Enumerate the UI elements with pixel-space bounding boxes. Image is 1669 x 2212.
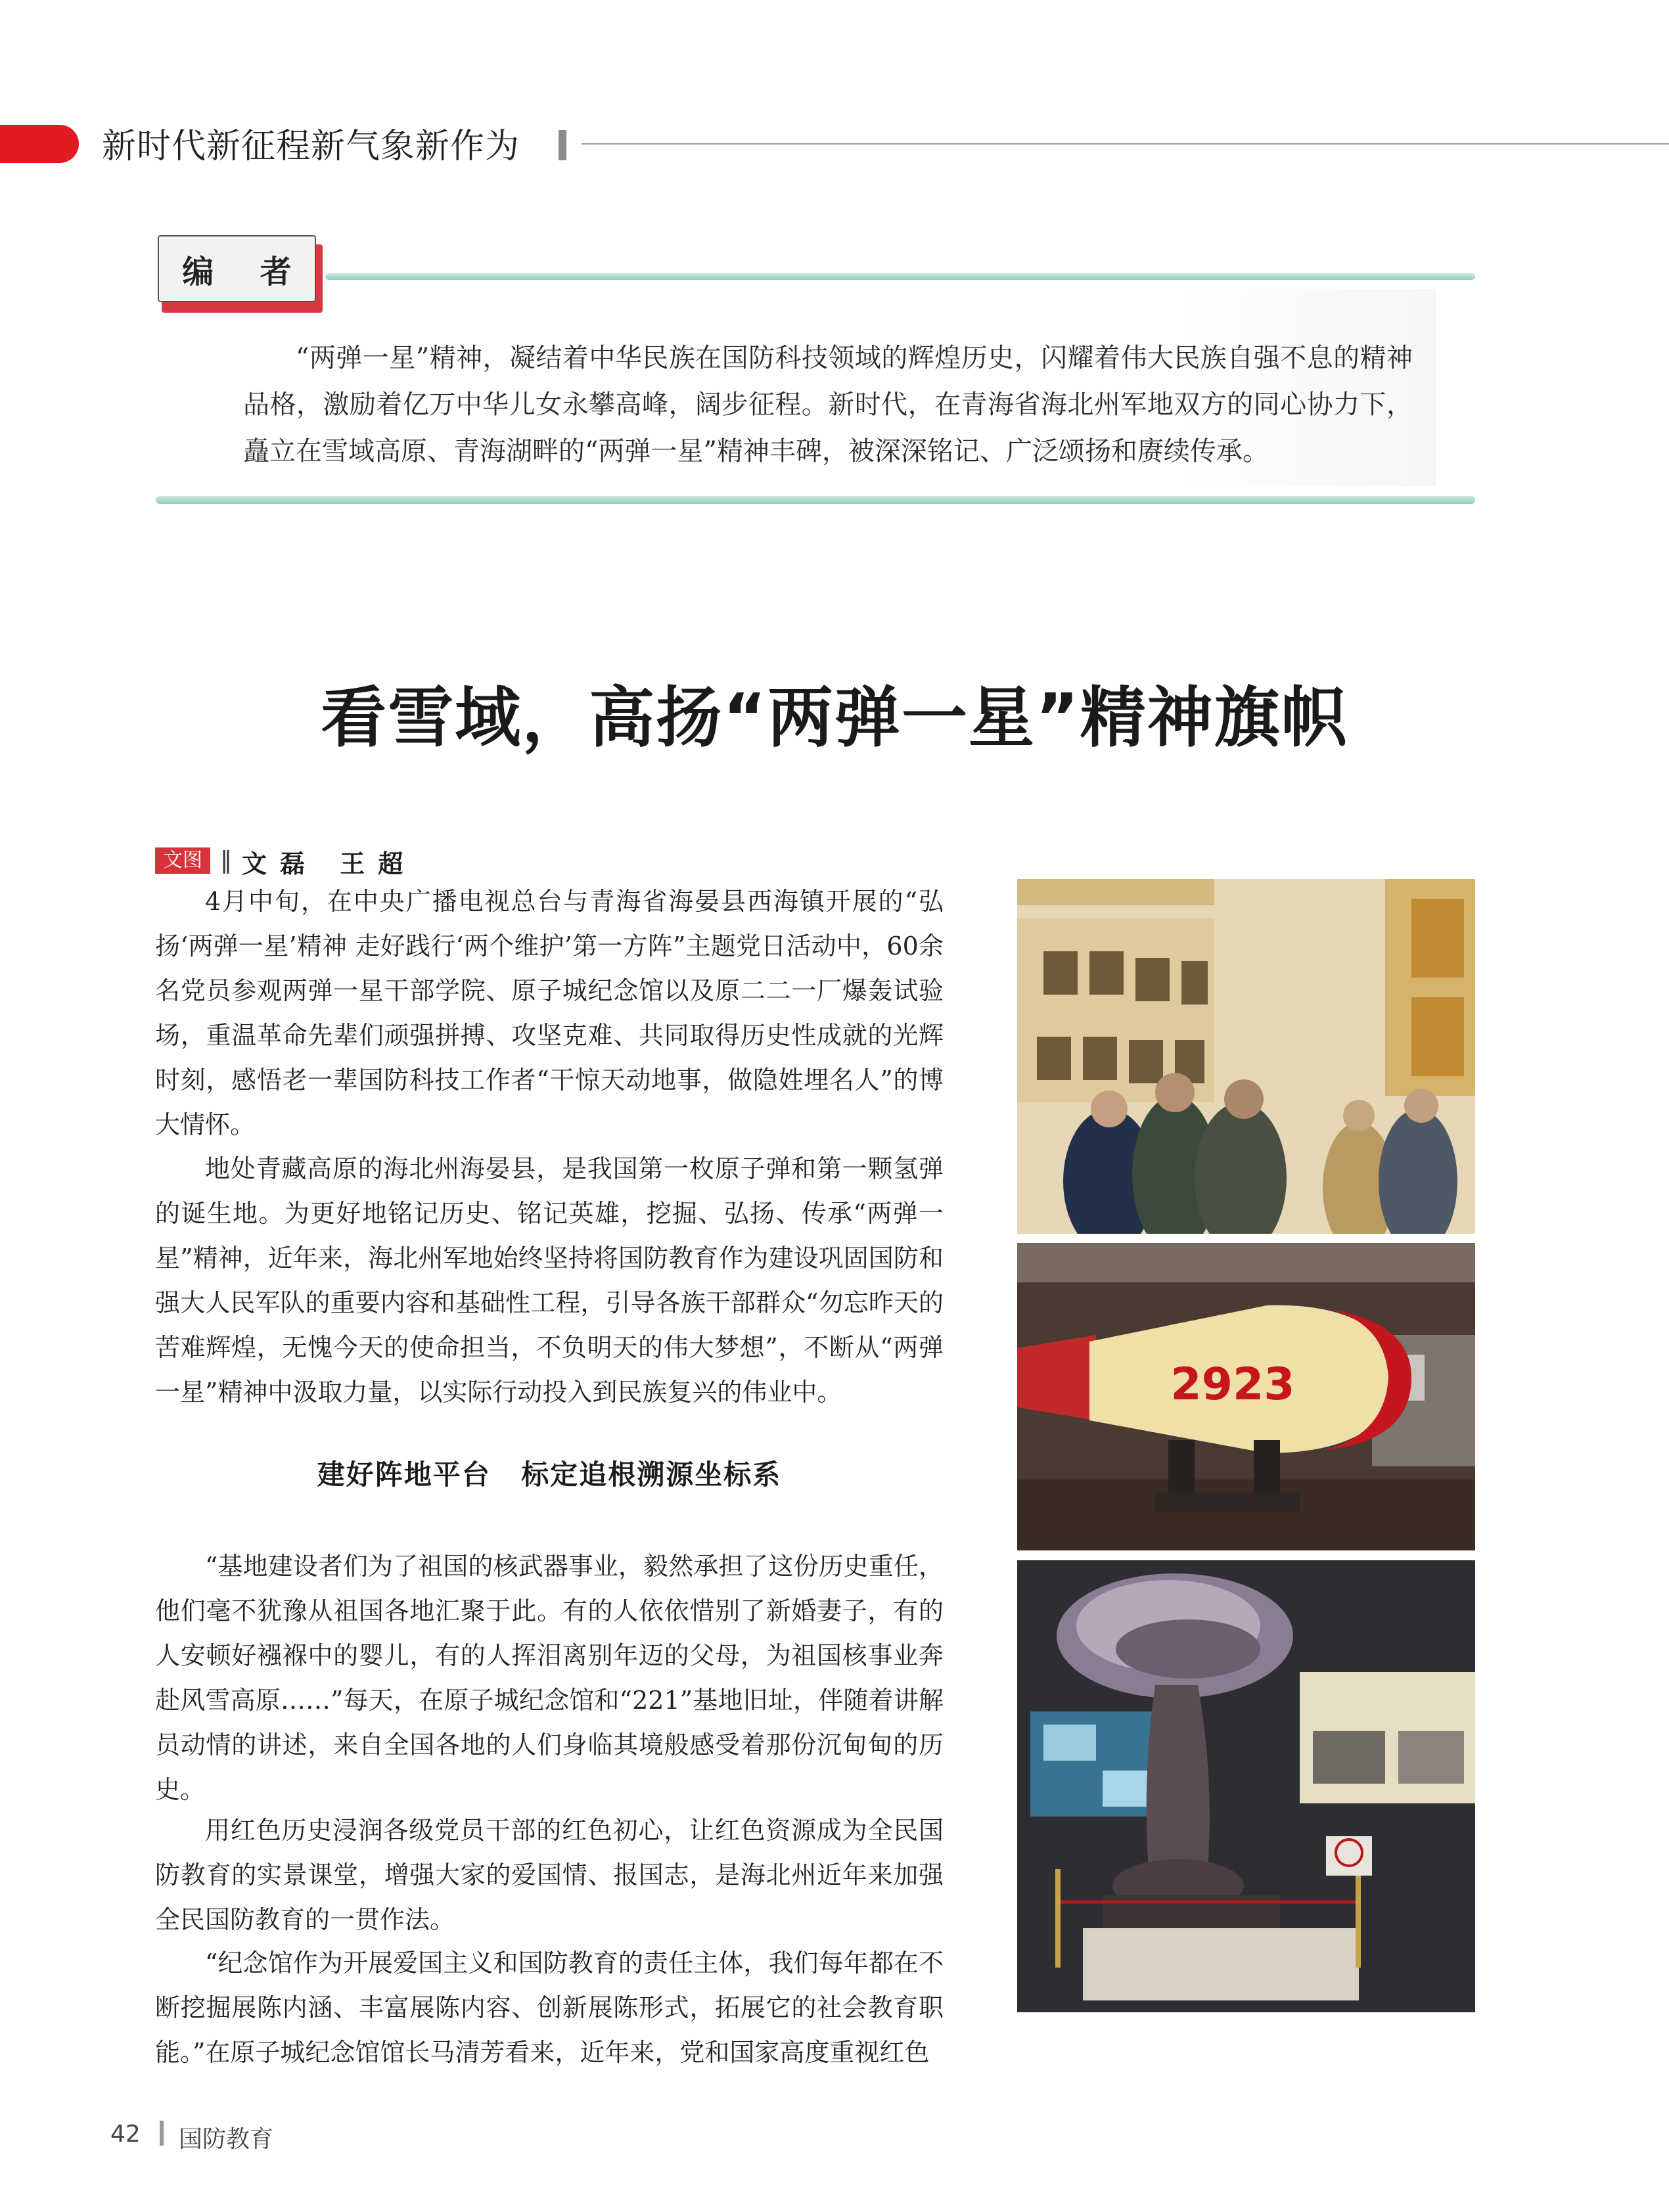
header-rule — [582, 143, 1669, 145]
photo-museum-visitors — [1017, 879, 1475, 1234]
footer-divider — [160, 2121, 164, 2146]
article-title: 看雪域，高扬“两弹一星”精神旗帜 — [321, 679, 1348, 756]
editor-note-tag — [158, 235, 319, 311]
article-paragraph: 用红色历史浸润各级党员干部的红色初心，让红色资源成为全民国防教育的实景课堂，增强大家的爱国情、报国志，是海北州近年来加强全民国防教育的一贯作法。 — [155, 1816, 944, 1934]
bomb-number-label: 2923 — [1170, 1359, 1295, 1411]
header-divider-mark — [559, 130, 566, 160]
byline-authors: 文磊 王超 — [242, 849, 417, 878]
header-red-tab — [0, 125, 79, 163]
bomb-model-illustration — [1017, 1243, 1475, 1550]
editor-note-text: “两弹一星”精神，凝结着中华民族在国防科技领域的辉煌历史，闪耀着伟大民族自强不息的精神品格，激励着亿万中华儿女永攀高峰，阔步征程。新时代，在青海省海北州军地双方的同心协力下，矗立在雪域高原、青海湖畔的“两弹一星”精神丰碑，被深深铭记、广泛颂扬和赓续传承。 — [243, 343, 1413, 466]
article-subheading: 建好阵地平台 标定追根溯源坐标系 — [317, 1458, 782, 1491]
photo-bomb-model — [1017, 1243, 1475, 1550]
editor-tag-char-1: 编 — [182, 253, 214, 290]
museum-visitors-illustration — [1017, 879, 1475, 1234]
photo-mushroom-cloud-sculpture — [1017, 1560, 1475, 2012]
article-paragraph: 地处青藏高原的海北州海晏县，是我国第一枚原子弹和第一颗氢弹的诞生地。为更好地铭记历史、铭记英雄，挖掘、弘扬、传承“两弹一星”精神，近年来，海北州军地始终坚持将国防教育作为建设巩固国防和强大人民军队的重要内容和基础性工程，引导各族干部群众“勿忘昨天的苦难辉煌，无愧今天的使命担当，不负明天的伟大梦想”，不断从“两弹一星”精神中汲取力量，以实际行动投入到民族复兴的伟业中。 — [155, 1154, 944, 1407]
byline-separator: ‖ — [220, 847, 232, 874]
editor-tag-char-2: 者 — [260, 253, 292, 290]
editor-note-top-rule — [325, 273, 1475, 280]
section-title: 新时代新征程新气象新作为 — [102, 127, 520, 166]
byline-tag: 文图 — [155, 847, 210, 874]
mushroom-cloud-illustration — [1017, 1560, 1475, 2012]
magazine-name: 国防教育 — [179, 2126, 274, 2153]
editor-note-bottom-rule — [156, 496, 1475, 504]
article-paragraph: “基地建设者们为了祖国的核武器事业，毅然承担了这份历史重任，他们毫不犹豫从祖国各地汇聚于此。有的人依依惜别了新婚妻子，有的人安顿好襁褓中的婴儿，有的人挥泪离别年迈的父母，为祖国核事业奔赴风雪高原……”每天，在原子城纪念馆和“221”基地旧址，伴随着讲解员动情的讲述，来自全国各地的人们身临其境般感受着那份沉甸甸的历史。 — [155, 1552, 944, 1804]
article-paragraph: 4月中旬，在中央广播电视总台与青海省海晏县西海镇开展的“弘扬‘两弹一星’精神 走好践行‘两个维护’第一方阵”主题党日活动中，60余名党员参观两弹一星干部学院、原子城纪念馆以及原二二一厂爆轰试验场，重温革命先辈们顽强拼搏、攻坚克难、共同取得历史性成就的光辉时刻，感悟老一辈国防科技工作者“干惊天动地事，做隐姓埋名人”的博大情怀。 — [155, 887, 944, 1139]
page-number: 42 — [110, 2121, 141, 2148]
article-paragraph: “纪念馆作为开展爱国主义和国防教育的责任主体，我们每年都在不断挖掘展陈内涵、丰富展陈内容、创新展陈形式，拓展它的社会教育职能。”在原子城纪念馆馆长马清芳看来，近年来，党和国家高度重视红色 — [155, 1949, 944, 2067]
